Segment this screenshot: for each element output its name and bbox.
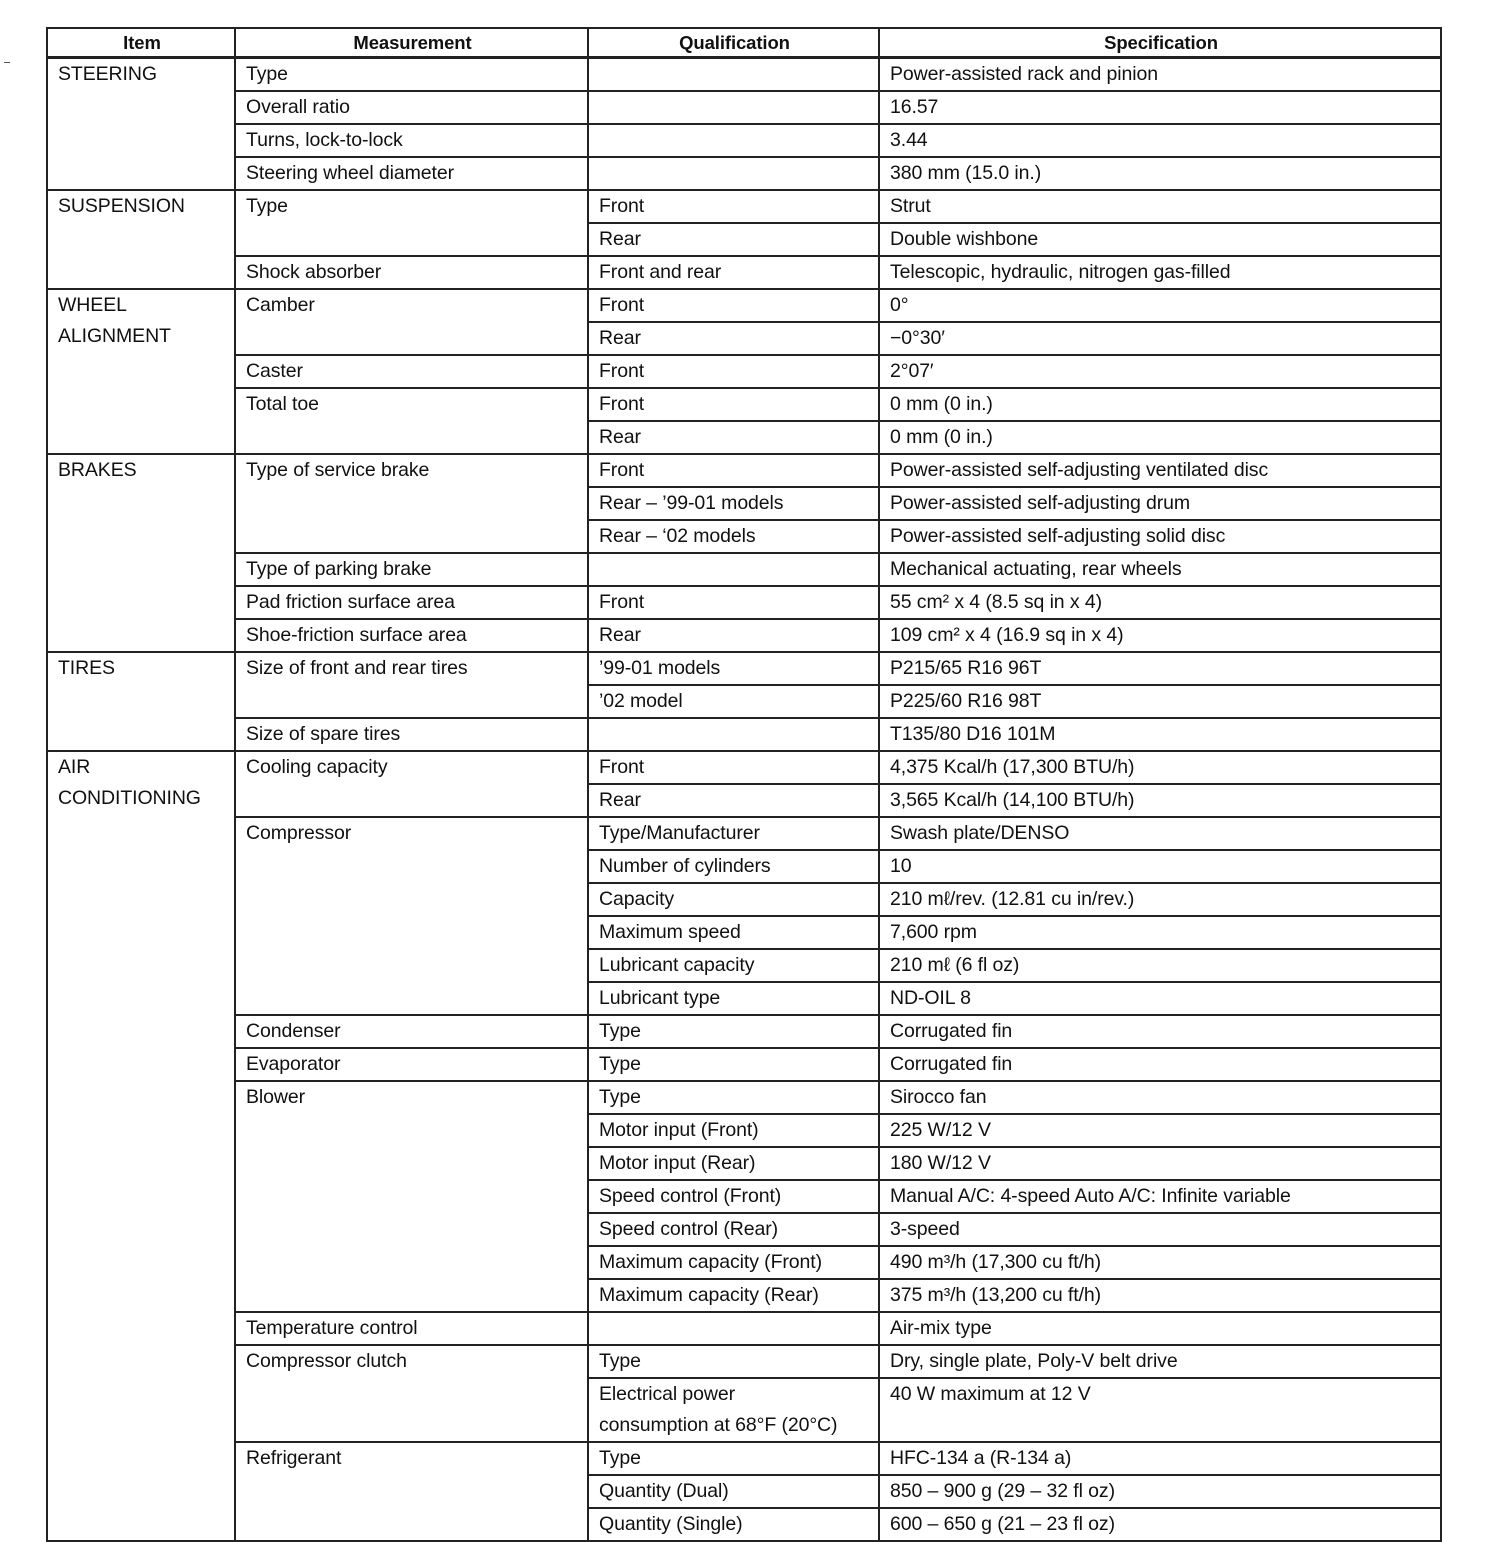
- table-row: [47, 718, 1441, 751]
- measurement-cell: Cooling capacity: [235, 751, 588, 817]
- table-row: [47, 124, 1441, 157]
- qualification-cell: Front and rear: [588, 256, 879, 289]
- header-qualification: Qualification: [588, 28, 879, 58]
- table-body: [47, 58, 1441, 1542]
- specification-cell: 225 W/12 V: [879, 1114, 1441, 1147]
- table-row: [47, 289, 1441, 322]
- specification-cell: Strut: [879, 190, 1441, 223]
- qualification-cell: Type: [588, 1048, 879, 1081]
- measurement-cell: Overall ratio: [235, 91, 588, 124]
- qualification-cell: [588, 157, 879, 190]
- qualification-cell: ’99-01 models: [588, 652, 879, 685]
- specification-cell: 10: [879, 850, 1441, 883]
- specification-cell: Power-assisted self-adjusting drum: [879, 487, 1441, 520]
- table-row: [47, 751, 1441, 784]
- specification-cell: Corrugated fin: [879, 1015, 1441, 1048]
- qualification-cell: [588, 1312, 879, 1345]
- specification-cell: Mechanical actuating, rear wheels: [879, 553, 1441, 586]
- item-label-line: AIR: [58, 756, 91, 778]
- qualification-cell: Lubricant capacity: [588, 949, 879, 982]
- specification-cell: P215/65 R16 96T: [879, 652, 1441, 685]
- qualification-cell: Front: [588, 355, 879, 388]
- specification-cell: 0 mm (0 in.): [879, 388, 1441, 421]
- specification-cell: 490 m³/h (17,300 cu ft/h): [879, 1246, 1441, 1279]
- header-specification: Specification: [879, 28, 1441, 58]
- specification-cell: ND-OIL 8: [879, 982, 1441, 1015]
- qualification-cell: Front: [588, 751, 879, 784]
- specification-cell: HFC-134 a (R-134 a): [879, 1442, 1441, 1475]
- specification-cell: Power-assisted self-adjusting ventilated disc: [879, 454, 1441, 487]
- measurement-cell: Size of spare tires: [235, 718, 588, 751]
- table-row: [47, 190, 1441, 223]
- specification-cell: 3-speed: [879, 1213, 1441, 1246]
- specification-cell: 850 – 900 g (29 – 32 fl oz): [879, 1475, 1441, 1508]
- table-row: [47, 1048, 1441, 1081]
- measurement-cell: Camber: [235, 289, 588, 355]
- measurement-cell: Steering wheel diameter: [235, 157, 588, 190]
- item-label: BRAKES: [58, 459, 137, 481]
- specification-cell: Dry, single plate, Poly-V belt drive: [879, 1345, 1441, 1378]
- table-row: [47, 454, 1441, 487]
- item-cell: [47, 58, 235, 191]
- measurement-cell: Pad friction surface area: [235, 586, 588, 619]
- specification-cell: Swash plate/DENSO: [879, 817, 1441, 850]
- qualification-cell: Rear: [588, 223, 879, 256]
- qualification-cell: Type/Manufacturer: [588, 817, 879, 850]
- measurement-cell: Condenser: [235, 1015, 588, 1048]
- qualification-cell: Front: [588, 586, 879, 619]
- specification-cell: 7,600 rpm: [879, 916, 1441, 949]
- margin-mark: [4, 62, 10, 63]
- measurement-cell: Compressor: [235, 817, 588, 1015]
- table-row: [47, 256, 1441, 289]
- specification-cell: Sirocco fan: [879, 1081, 1441, 1114]
- qualification-cell: Rear: [588, 784, 879, 817]
- table-row: [47, 652, 1441, 685]
- item-label-line: ALIGNMENT: [58, 325, 171, 347]
- header-row: [47, 28, 1441, 58]
- specification-cell: −0°30′: [879, 322, 1441, 355]
- table-row: [47, 1015, 1441, 1048]
- table-row: [47, 1081, 1441, 1114]
- specification-cell: 2°07′: [879, 355, 1441, 388]
- qualification-cell: Capacity: [588, 883, 879, 916]
- specification-cell: Manual A/C: 4-speed Auto A/C: Infinite variable: [879, 1180, 1441, 1213]
- measurement-cell: Shoe-friction surface area: [235, 619, 588, 652]
- table-row: [47, 157, 1441, 190]
- table-row: [47, 1345, 1441, 1378]
- measurement-cell: Compressor clutch: [235, 1345, 588, 1442]
- measurement-cell: Evaporator: [235, 1048, 588, 1081]
- item-label: SUSPENSION: [58, 195, 185, 217]
- qualification-cell: [588, 1378, 879, 1442]
- qualification-cell: Front: [588, 190, 879, 223]
- specification-cell: 0°: [879, 289, 1441, 322]
- item-cell: [47, 190, 235, 289]
- item-label-line: WHEEL: [58, 294, 127, 316]
- qualification-cell: Type: [588, 1442, 879, 1475]
- qualification-cell: Maximum capacity (Front): [588, 1246, 879, 1279]
- qualification-cell: Type: [588, 1345, 879, 1378]
- qualification-cell: Speed control (Front): [588, 1180, 879, 1213]
- table-row: [47, 1442, 1441, 1475]
- item-label-line: CONDITIONING: [58, 787, 201, 809]
- item-cell: [47, 454, 235, 652]
- specification-cell: 55 cm² x 4 (8.5 sq in x 4): [879, 586, 1441, 619]
- qualification-cell: [588, 718, 879, 751]
- specification-cell: 210 mℓ/rev. (12.81 cu in/rev.): [879, 883, 1441, 916]
- measurement-cell: Refrigerant: [235, 1442, 588, 1541]
- qualification-cell: Rear: [588, 421, 879, 454]
- qualification-cell: Front: [588, 388, 879, 421]
- table-row: [47, 388, 1441, 421]
- qualification-cell: [588, 58, 879, 92]
- qualification-line: Electrical power: [599, 1383, 736, 1405]
- qualification-cell: Lubricant type: [588, 982, 879, 1015]
- measurement-cell: Blower: [235, 1081, 588, 1312]
- qualification-cell: Type: [588, 1081, 879, 1114]
- specifications-table: [46, 27, 1442, 1542]
- measurement-cell: Total toe: [235, 388, 588, 454]
- header-measurement: Measurement: [235, 28, 588, 58]
- qualification-cell: Quantity (Dual): [588, 1475, 879, 1508]
- specification-cell: 3,565 Kcal/h (14,100 BTU/h): [879, 784, 1441, 817]
- qualification-line: consumption at 68°F (20°C): [599, 1414, 838, 1436]
- qualification-cell: [588, 91, 879, 124]
- table-row: [47, 58, 1441, 92]
- qualification-cell: Rear – ‘02 models: [588, 520, 879, 553]
- qualification-cell: ’02 model: [588, 685, 879, 718]
- measurement-cell: Type: [235, 58, 588, 92]
- item-cell: [47, 652, 235, 751]
- table-row: [47, 355, 1441, 388]
- item-cell: [47, 289, 235, 454]
- table-row: [47, 91, 1441, 124]
- measurement-cell: Type: [235, 190, 588, 256]
- qualification-cell: Rear: [588, 619, 879, 652]
- qualification-cell: Front: [588, 454, 879, 487]
- specification-cell: 210 mℓ (6 fl oz): [879, 949, 1441, 982]
- table-row: [47, 817, 1441, 850]
- header-item: Item: [47, 28, 235, 58]
- specification-cell: Corrugated fin: [879, 1048, 1441, 1081]
- item-label: TIRES: [58, 657, 115, 679]
- qualification-cell: Rear: [588, 322, 879, 355]
- qualification-cell: Rear – ’99-01 models: [588, 487, 879, 520]
- specification-cell: T135/80 D16 101M: [879, 718, 1441, 751]
- specification-cell: 4,375 Kcal/h (17,300 BTU/h): [879, 751, 1441, 784]
- specification-cell: 380 mm (15.0 in.): [879, 157, 1441, 190]
- qualification-cell: [588, 124, 879, 157]
- specification-cell: Power-assisted self-adjusting solid disc: [879, 520, 1441, 553]
- measurement-cell: Type of parking brake: [235, 553, 588, 586]
- specification-cell: 3.44: [879, 124, 1441, 157]
- table-row: [47, 1312, 1441, 1345]
- qualification-cell: Number of cylinders: [588, 850, 879, 883]
- specification-cell: Telescopic, hydraulic, nitrogen gas-filled: [879, 256, 1441, 289]
- qualification-cell: [588, 553, 879, 586]
- measurement-cell: Shock absorber: [235, 256, 588, 289]
- specification-cell: Double wishbone: [879, 223, 1441, 256]
- measurement-cell: Temperature control: [235, 1312, 588, 1345]
- measurement-cell: Turns, lock-to-lock: [235, 124, 588, 157]
- specification-cell: P225/60 R16 98T: [879, 685, 1441, 718]
- measurement-cell: Caster: [235, 355, 588, 388]
- qualification-cell: Motor input (Front): [588, 1114, 879, 1147]
- qualification-cell: Quantity (Single): [588, 1508, 879, 1541]
- measurement-cell: Type of service brake: [235, 454, 588, 553]
- table-row: [47, 586, 1441, 619]
- specification-cell: 180 W/12 V: [879, 1147, 1441, 1180]
- table-row: [47, 553, 1441, 586]
- qualification-cell: Maximum capacity (Rear): [588, 1279, 879, 1312]
- specification-cell: 0 mm (0 in.): [879, 421, 1441, 454]
- qualification-cell: Motor input (Rear): [588, 1147, 879, 1180]
- specification-cell: 600 – 650 g (21 – 23 fl oz): [879, 1508, 1441, 1541]
- specification-cell: 109 cm² x 4 (16.9 sq in x 4): [879, 619, 1441, 652]
- specification-cell: 40 W maximum at 12 V: [879, 1378, 1441, 1442]
- measurement-cell: Size of front and rear tires: [235, 652, 588, 718]
- qualification-cell: Type: [588, 1015, 879, 1048]
- item-label: STEERING: [58, 63, 157, 85]
- table-row: [47, 619, 1441, 652]
- qualification-cell: Front: [588, 289, 879, 322]
- item-cell: [47, 751, 235, 1541]
- specification-cell: 16.57: [879, 91, 1441, 124]
- specification-cell: 375 m³/h (13,200 cu ft/h): [879, 1279, 1441, 1312]
- qualification-cell: Speed control (Rear): [588, 1213, 879, 1246]
- specification-cell: Power-assisted rack and pinion: [879, 58, 1441, 92]
- specification-cell: Air-mix type: [879, 1312, 1441, 1345]
- qualification-cell: Maximum speed: [588, 916, 879, 949]
